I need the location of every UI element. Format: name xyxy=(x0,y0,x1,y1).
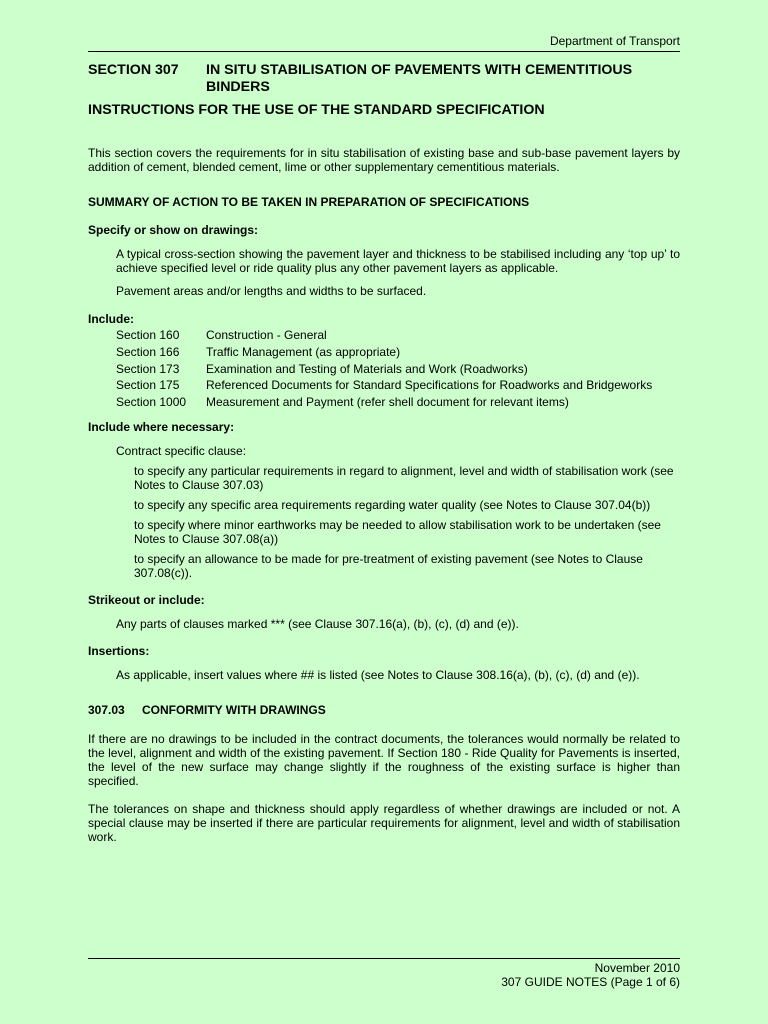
include-necessary-heading: Include where necessary: xyxy=(88,420,235,435)
document-body xyxy=(88,146,680,844)
include-section-number: Section 175 xyxy=(116,378,180,393)
include-section-desc: Examination and Testing of Materials and Work (Roadworks) xyxy=(206,361,528,376)
contract-clause-item-1: to specify any particular requirements in regard to alignment, level and width of stabilisation work (see Notes to Clause 307.03) xyxy=(134,464,674,493)
summary-heading: SUMMARY OF ACTION TO BE TAKEN IN PREPARATION OF SPECIFICATIONS xyxy=(88,195,530,209)
clause-paragraph-2: The tolerances on shape and thickness should apply regardless of whether drawings are included or not. A special clause may be inserted if there are particular requirements for alignment, level and width of stabilisation work. xyxy=(88,802,680,845)
include-section-desc: Measurement and Payment (refer shell document for relevant items) xyxy=(206,395,569,410)
contract-clause-item-4: to specify an allowance to be made for pre-treatment of existing pavement (see Notes to Clause 307.08(c)). xyxy=(134,552,643,581)
contract-clause-item-3: to specify where minor earthworks may be needed to allow stabilisation work to be undertaken (see Notes to Clause 307.08(a)) xyxy=(134,518,661,547)
clause-heading xyxy=(88,703,680,717)
document-page xyxy=(88,0,680,1024)
include-row xyxy=(116,345,680,359)
title-block xyxy=(88,62,680,119)
insertions-text: As applicable, insert values where ## is listed (see Notes to Clause 308.16(a), (b), (c), (d) and (e)). xyxy=(116,668,640,683)
footer-page-label: 307 GUIDE NOTES (Page 1 of 6) xyxy=(501,975,680,989)
include-heading: Include: xyxy=(88,312,135,326)
specify-heading: Specify or show on drawings: xyxy=(88,223,259,237)
section-number: SECTION 307 xyxy=(88,62,179,78)
header-rule xyxy=(88,51,680,52)
include-row xyxy=(116,328,680,342)
strikeout-text: Any parts of clauses marked *** (see Clause 307.16(a), (b), (c), (d) and (e)). xyxy=(116,617,519,632)
strikeout-heading: Strikeout or include: xyxy=(88,593,205,608)
include-row xyxy=(116,362,680,376)
include-section-desc: Referenced Documents for Standard Specifications for Roadworks and Bridgeworks xyxy=(206,378,653,393)
include-section-number: Section 1000 xyxy=(116,395,187,410)
include-section-desc: Construction - General xyxy=(206,328,327,342)
header-organization: Department of Transport xyxy=(549,34,680,48)
contract-clause-label: Contract specific clause: xyxy=(116,444,247,459)
include-section-number: Section 166 xyxy=(116,344,180,359)
document-subtitle: INSTRUCTIONS FOR THE USE OF THE STANDARD SPECIFICATION xyxy=(88,102,545,118)
footer-rule xyxy=(88,958,680,959)
include-row xyxy=(116,378,680,392)
include-section-number: Section 173 xyxy=(116,361,180,376)
specify-item-2: Pavement areas and/or lengths and widths to be surfaced. xyxy=(116,284,427,298)
footer xyxy=(501,961,680,989)
include-section-desc: Traffic Management (as appropriate) xyxy=(206,344,401,359)
contract-clause-item-2: to specify any specific area requirements regarding water quality (see Notes to Clause 307.04(b)) xyxy=(134,498,651,513)
intro-paragraph: This section covers the requirements for in situ stabilisation of existing base and sub-base pavement layers by addition of cement, blended cement, lime or other supplementary cementitious materials. xyxy=(88,146,680,174)
section-title-row xyxy=(88,62,680,96)
clause-number: 307.03 xyxy=(88,703,125,718)
clause-title: CONFORMITY WITH DRAWINGS xyxy=(142,703,326,718)
section-title: IN SITU STABILISATION OF PAVEMENTS WITH CEMENTITIOUS BINDERS xyxy=(206,62,633,95)
include-section-number: Section 160 xyxy=(116,328,180,342)
footer-date: November 2010 xyxy=(594,961,680,975)
clause-paragraph-1: If there are no drawings to be included in the contract documents, the tolerances would normally be related to the level, alignment and width of the existing pavement. If Section 180 - Ride Quality for Pavements is inserted, the level of the new surface may change slightly if the roughness of the existing surface is higher than specified. xyxy=(88,732,680,789)
include-row xyxy=(116,395,680,409)
specify-item-1: A typical cross-section showing the pavement layer and thickness to be stabilised including any ‘top up’ to achieve specified level or ride quality plus any other pavement layers as applicable. xyxy=(116,247,680,275)
insertions-heading: Insertions: xyxy=(88,644,150,659)
